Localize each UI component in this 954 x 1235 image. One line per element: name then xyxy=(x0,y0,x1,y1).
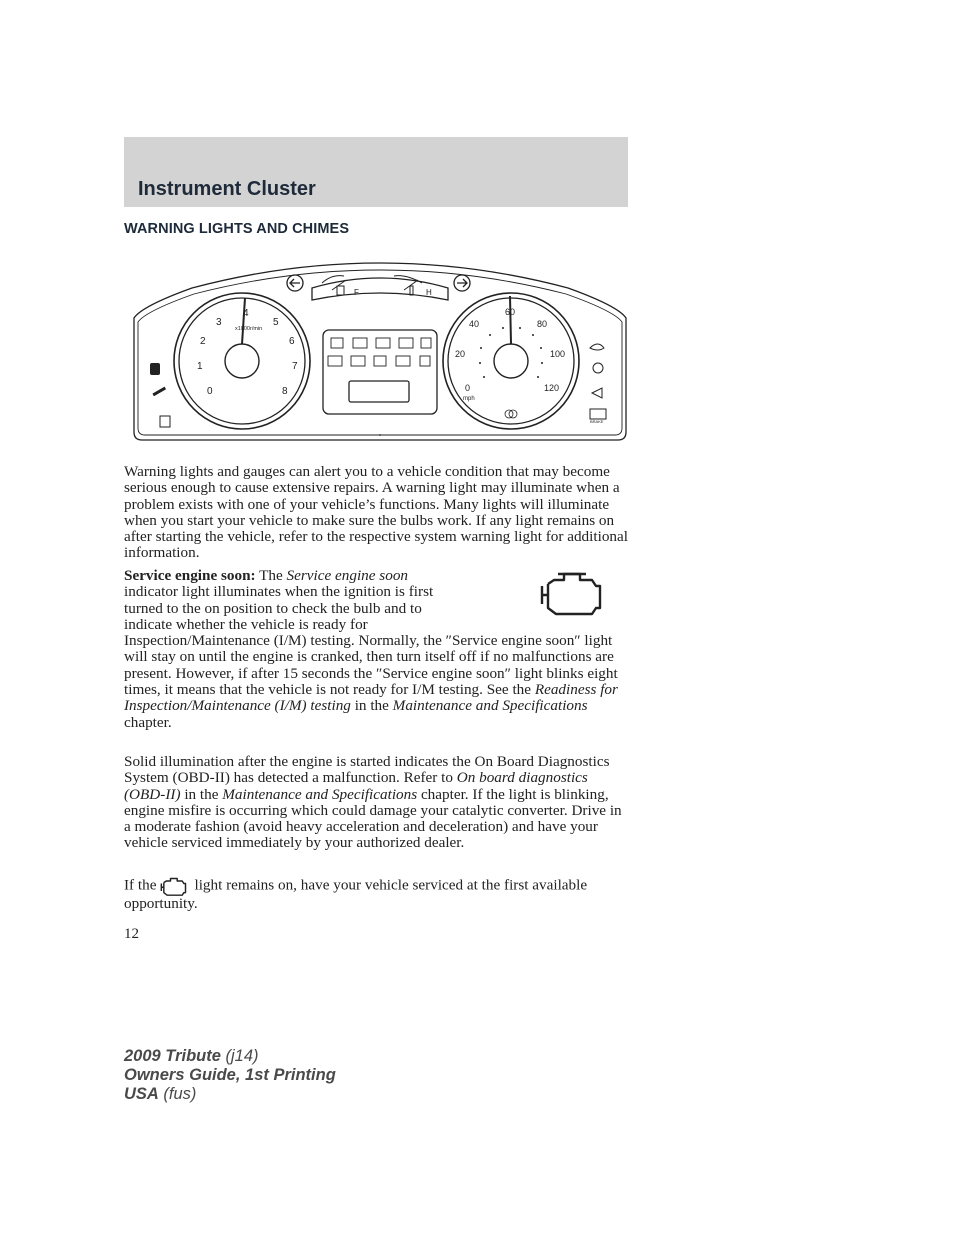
chapter-header xyxy=(124,137,628,207)
service-engine-soon-lead: Service engine soon: xyxy=(124,567,256,584)
tach-label-4: 4 xyxy=(243,308,249,319)
text-span: in the xyxy=(180,785,223,803)
page-number: 12 xyxy=(124,926,139,942)
speedo-label-100: 100 xyxy=(550,349,566,359)
speedo-label-60: 60 xyxy=(505,307,516,317)
footer-line-2 xyxy=(124,1066,336,1085)
text-span: chapter. xyxy=(124,713,172,731)
text-span: Solid illumination after the engine is started indicates the On Board Diagnostics System (OBD-II) has detected a malfunction. Refer to xyxy=(124,753,610,787)
instrument-cluster-illustration xyxy=(132,248,628,444)
speedo-unit: mph xyxy=(463,396,475,402)
speedo-label-120: 120 xyxy=(544,383,560,393)
footer-market: USA xyxy=(124,1085,159,1103)
speedo-label-20: 20 xyxy=(455,349,466,359)
tach-label-0: 0 xyxy=(207,386,213,397)
tach-unit: x1000r/min xyxy=(235,326,263,332)
obd-paragraph xyxy=(124,754,629,852)
section-title: WARNING LIGHTS AND CHIMES xyxy=(124,221,350,237)
footer-model-code: (j14) xyxy=(220,1047,259,1065)
tach-label-2: 2 xyxy=(200,336,206,347)
italic-span: Service engine soon xyxy=(286,567,409,584)
text-span: The xyxy=(255,567,287,584)
chapter-title: Instrument Cluster xyxy=(138,178,316,200)
brake-label: BRAKE xyxy=(590,419,604,424)
footer-model: 2009 Tribute xyxy=(124,1047,221,1065)
fuel-mark: F xyxy=(354,288,359,297)
tach-label-8: 8 xyxy=(282,386,288,397)
speedo-label-40: 40 xyxy=(469,319,480,329)
service-engine-soon-paragraph xyxy=(124,568,629,731)
text-span: chapter. If the light is blinking, engine misfire is occurring which could damage your catalytic converter. Drive in a moderate fashion (avoid heavy acceleration and deceleration) and have your vehicle serviced immediately by your authorized dealer. xyxy=(124,785,622,852)
text-span: indicator light illuminates when the ignition is first turned to the on position to check the bulb and to indicate whether the vehicle is ready for Inspection/Maintenance (I/M) testing. Normally, the ″Service engine soon″ light will stay on until the engine is cranked, then turn itself off if no malfunctions are present. However, if after 15 seconds the ″Service engine soon″ light blinks eight times, it means that the vehicle is not ready for I/M testing. See the xyxy=(124,583,618,699)
tach-label-1: 1 xyxy=(197,361,203,372)
tach-label-5: 5 xyxy=(273,317,279,328)
service-engine-soon-icon-container xyxy=(454,568,629,620)
italic-span: Readiness for Inspection/Maintenance (I/M) testing xyxy=(124,681,618,715)
footer-line-1 xyxy=(124,1047,336,1066)
text-span: If the xyxy=(124,876,157,894)
tach-label-3: 3 xyxy=(216,317,222,328)
check-engine-icon-inline xyxy=(158,876,188,896)
italic-span: Maintenance and Specifications xyxy=(222,785,418,803)
italic-span: On board diagnostics (OBD-II) xyxy=(124,769,588,803)
footer-printing: Owners Guide, 1st Printing xyxy=(124,1066,336,1084)
footer xyxy=(124,1047,336,1104)
check-engine-icon xyxy=(534,568,606,616)
speedo-label-0: 0 xyxy=(465,383,471,393)
tach-label-6: 6 xyxy=(289,336,295,347)
italic-span: Maintenance and Specifications xyxy=(392,697,588,715)
light-remains-paragraph xyxy=(124,876,629,912)
speedo-label-80: 80 xyxy=(537,319,548,329)
footer-market-code: (fus) xyxy=(158,1085,197,1103)
text-span: light remains on, have your vehicle serviced at the first available opportunity. xyxy=(124,876,588,912)
intro-paragraph: Warning lights and gauges can alert you to a vehicle condition that may become serious enough to cause extensive repairs. A warning light may illuminate when a problem exists with one of your vehicle’s functions. Many lights will illuminate when you start your vehicle to make sure the bulbs work. If any light remains on after starting the vehicle, refer to the respective system warning light for additional information. xyxy=(124,463,628,562)
tach-label-7: 7 xyxy=(292,361,298,372)
text-span: in the xyxy=(350,697,393,715)
temp-mark: H xyxy=(426,288,432,297)
footer-line-3 xyxy=(124,1085,336,1104)
